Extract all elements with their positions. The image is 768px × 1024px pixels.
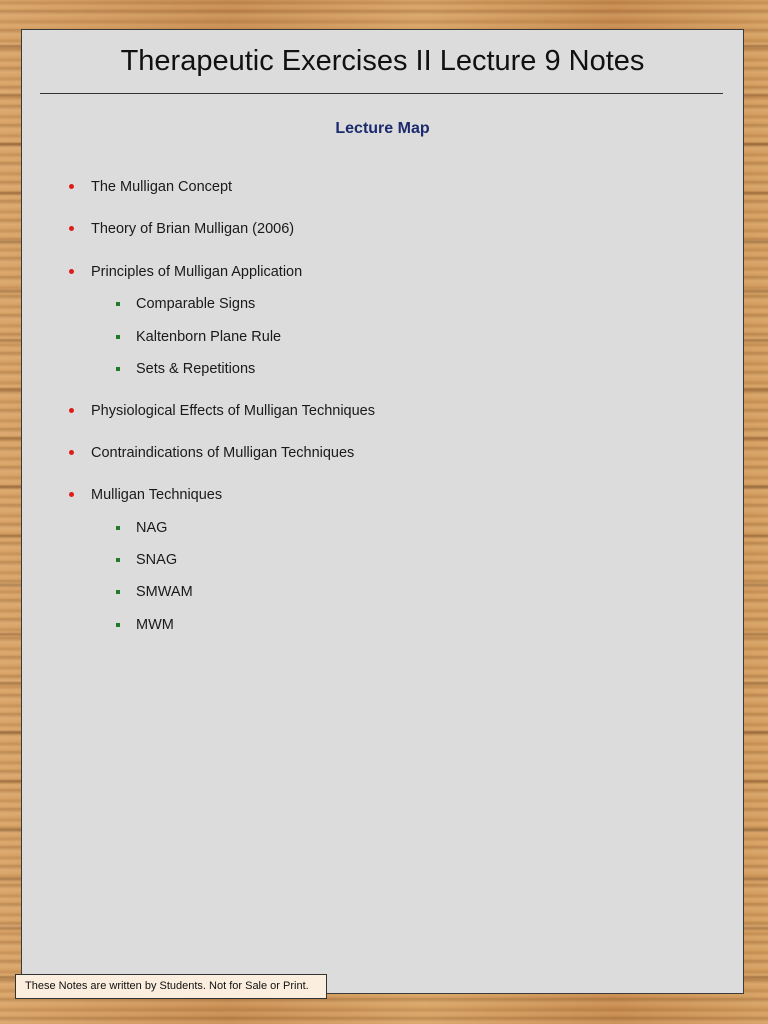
outline-subitem-label: Kaltenborn Plane Rule — [136, 329, 282, 345]
outline-subitem — [136, 295, 255, 313]
outline-item — [91, 263, 302, 281]
square-bullet-icon — [116, 558, 120, 562]
square-bullet-icon — [116, 302, 120, 306]
square-bullet-icon — [116, 623, 120, 627]
bullet-icon — [69, 450, 74, 455]
outline-subitem-label: MWM — [136, 617, 174, 633]
square-bullet-icon — [116, 367, 120, 371]
outline-subitem — [136, 360, 255, 378]
bullet-icon — [69, 492, 74, 497]
outline-item-label: Mulligan Techniques — [91, 487, 223, 503]
outline-subitem — [136, 519, 167, 537]
outline-subitem — [136, 551, 177, 569]
bullet-icon — [69, 226, 74, 231]
outline-item-label: Contraindications of Mulligan Techniques — [91, 445, 355, 461]
bullet-icon — [69, 408, 74, 413]
square-bullet-icon — [116, 590, 120, 594]
section-heading: Lecture Map — [335, 120, 430, 137]
square-bullet-icon — [116, 335, 120, 339]
outline-subitem — [136, 328, 281, 346]
footer-disclaimer: These Notes are written by Students. Not for Sale or Print. — [15, 974, 327, 999]
lecture-outline — [22, 30, 743, 993]
outline-subitem — [136, 616, 174, 634]
outline-subitem — [136, 583, 193, 601]
outline-item-label: Principles of Mulligan Application — [91, 264, 303, 280]
outline-subitem-label: NAG — [136, 520, 168, 536]
bullet-icon — [69, 269, 74, 274]
page-title: Therapeutic Exercises II Lecture 9 Notes — [120, 45, 645, 77]
outline-item-label: Theory of Brian Mulligan (2006) — [91, 221, 295, 237]
outline-item-label: Physiological Effects of Mulligan Techniques — [91, 403, 375, 419]
outline-item — [91, 444, 354, 462]
outline-item — [91, 402, 375, 420]
outline-subitem-label: Sets & Repetitions — [136, 361, 256, 377]
outline-subitem-label: SMWAM — [136, 584, 193, 600]
square-bullet-icon — [116, 526, 120, 530]
document-page — [21, 29, 744, 994]
outline-item — [91, 178, 232, 196]
outline-item — [91, 220, 294, 238]
bullet-icon — [69, 184, 74, 189]
outline-item-label: The Mulligan Concept — [91, 179, 233, 195]
outline-subitem-label: Comparable Signs — [136, 296, 256, 312]
outline-subitem-label: SNAG — [136, 552, 178, 568]
outline-item — [91, 486, 222, 504]
